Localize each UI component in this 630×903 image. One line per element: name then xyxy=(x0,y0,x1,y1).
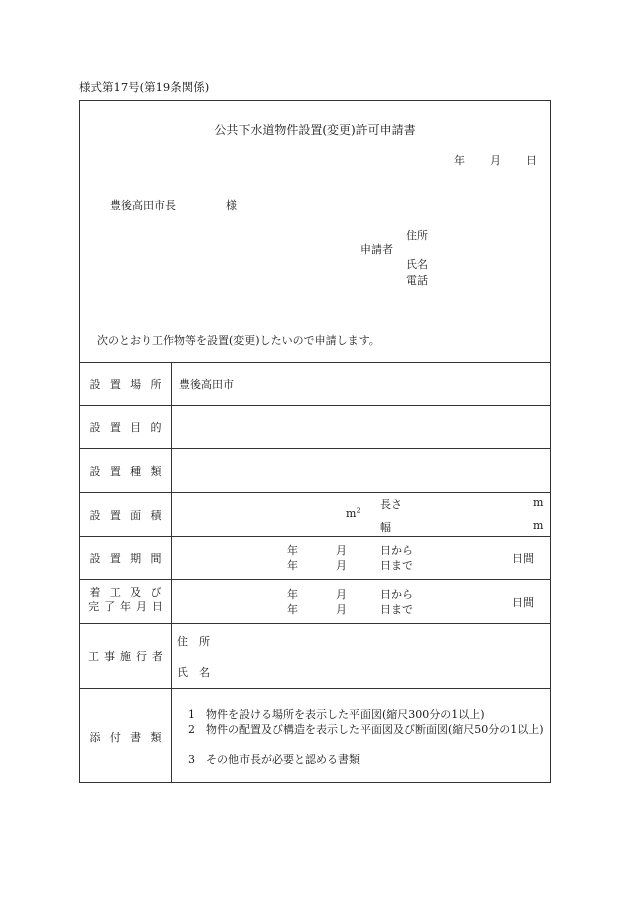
applicant-phone-label: 電話 xyxy=(406,274,428,287)
period-month2: 月 xyxy=(336,559,347,572)
statement: 次のとおり工作物等を設置(変更)したいので申請します。 xyxy=(97,334,380,347)
width-label: 幅 xyxy=(380,521,391,534)
date-year: 年 xyxy=(454,154,465,167)
application-form xyxy=(79,100,551,783)
width-unit: m xyxy=(533,519,544,532)
construction-year1: 年 xyxy=(287,588,298,601)
date-month: 月 xyxy=(490,154,501,167)
period-year1: 年 xyxy=(287,544,298,557)
date-day: 日 xyxy=(526,154,537,167)
purpose-label: 設置目的 xyxy=(89,421,171,434)
form-number: 様式第17号(第19条関係) xyxy=(79,80,210,94)
divider xyxy=(80,492,550,493)
construction-days: 日間 xyxy=(512,596,534,609)
contractor-address-label: 住 所 xyxy=(177,635,210,648)
length-label: 長さ xyxy=(380,498,402,511)
contractor-name-label: 氏 名 xyxy=(177,666,210,679)
construction-until: 日まで xyxy=(380,603,413,616)
period-month1: 月 xyxy=(336,544,347,557)
length-unit: m xyxy=(533,496,544,509)
location-value: 豊後高田市 xyxy=(179,378,234,391)
contractor-label: 工事施行者 xyxy=(88,650,168,663)
period-until: 日まで xyxy=(380,559,413,572)
form-title: 公共下水道物件設置(変更)許可申請書 xyxy=(214,123,416,137)
addressee-name: 豊後高田市長 xyxy=(110,199,176,212)
divider xyxy=(80,536,550,537)
addressee-honorific: 様 xyxy=(226,199,237,212)
period-days: 日間 xyxy=(512,552,534,565)
construction-label-line1: 着工及び xyxy=(89,586,171,599)
attachment-item: 2 物件の配置及び構造を表示した平面図及び断面図(縮尺50分の1以上) xyxy=(188,723,544,736)
divider xyxy=(80,623,550,624)
kind-label: 設置種類 xyxy=(89,465,171,478)
area-label: 設置面積 xyxy=(89,509,171,522)
construction-label-line2: 完了年月日 xyxy=(88,600,168,613)
divider xyxy=(80,688,550,689)
attachment-item: 1 物件を設ける場所を表示した平面図(縮尺300分の1以上) xyxy=(188,708,485,721)
area-unit: $m^2$ xyxy=(346,506,361,520)
construction-month1: 月 xyxy=(336,588,347,601)
construction-month2: 月 xyxy=(336,603,347,616)
divider xyxy=(80,405,550,406)
construction-year2: 年 xyxy=(287,603,298,616)
applicant-name-label: 氏名 xyxy=(406,258,428,271)
attachments-label: 添付書類 xyxy=(89,731,171,744)
attachment-item: 3 その他市長が必要と認める書類 xyxy=(188,753,360,766)
period-year2: 年 xyxy=(287,559,298,572)
location-label: 設置場所 xyxy=(89,378,171,391)
applicant-address-label: 住所 xyxy=(406,229,428,242)
period-label: 設置期間 xyxy=(89,552,171,565)
divider xyxy=(80,579,550,580)
construction-from: 日から xyxy=(380,588,413,601)
divider xyxy=(80,448,550,449)
column-divider xyxy=(171,362,172,783)
divider xyxy=(80,362,550,363)
period-from: 日から xyxy=(380,544,413,557)
applicant-label: 申請者 xyxy=(360,243,393,256)
